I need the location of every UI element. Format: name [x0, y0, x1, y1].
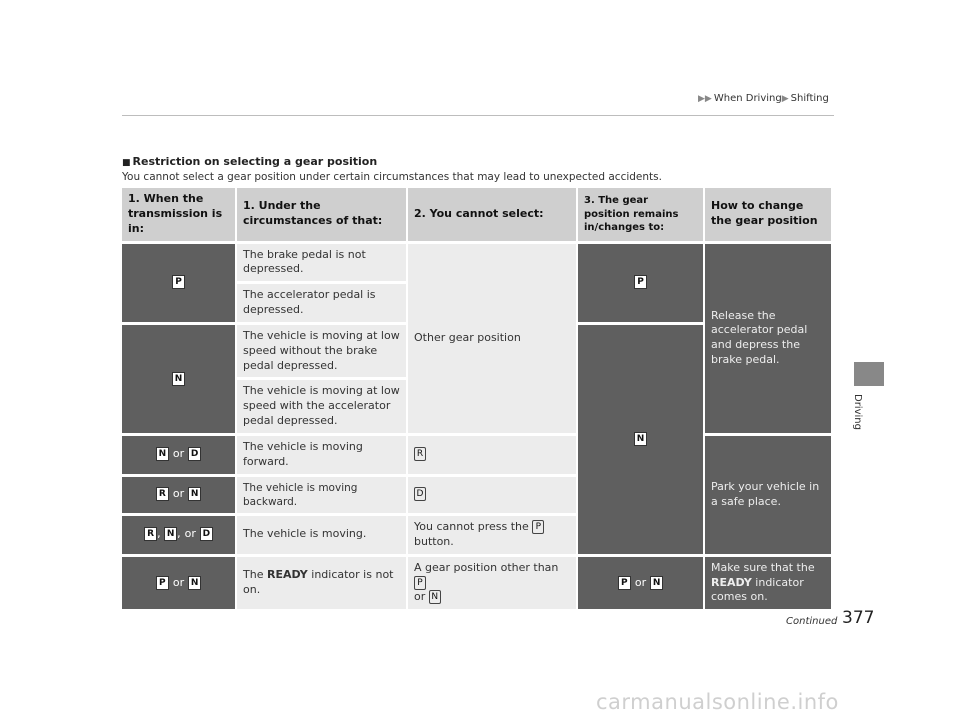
square-bullet-icon: ■: [122, 158, 131, 168]
cell-other-gear-position: Other gear position: [408, 241, 578, 433]
n-key-icon: N: [164, 527, 177, 541]
header-remains: 3. The gear position remains in/changes to:: [578, 188, 705, 241]
n-key-icon: N: [156, 447, 169, 461]
r-key-icon: R: [156, 487, 169, 501]
cell-remains-n: [578, 322, 705, 554]
r-key-icon: R: [144, 527, 157, 541]
watermark: carmanualsonline.info: [596, 690, 839, 714]
cell-moving-forward: The vehicle is moving forward.: [237, 433, 408, 474]
n-key-icon: N: [650, 576, 663, 590]
header-cannot-select: 2. You cannot select:: [408, 188, 578, 241]
n-key-icon: N: [429, 590, 441, 604]
page-number: 377: [842, 608, 875, 628]
cell-release-accelerator: Release the accelerator pedal and depress the brake pedal.: [705, 241, 833, 433]
cell-make-sure-ready: Make sure that the READY indicator comes on.: [705, 554, 833, 610]
header-divider: [122, 115, 834, 116]
cell-when-r-or-n: R or N: [122, 474, 237, 513]
cell-ready-not-on: The READY indicator is not on.: [237, 554, 408, 610]
n-key-icon: N: [634, 432, 647, 446]
d-key-icon: D: [414, 487, 426, 501]
cell-low-speed-no-brake: The vehicle is moving at low speed without the brake pedal depressed.: [237, 322, 408, 378]
cell-brake-not-depressed: The brake pedal is not depressed.: [237, 241, 408, 282]
side-tab-label: Driving: [852, 394, 863, 430]
header-when: 1. When the transmission is in:: [122, 188, 237, 241]
cell-moving-backward: The vehicle is moving backward.: [237, 474, 408, 513]
cell-when-n-or-d: N or D: [122, 433, 237, 474]
continued-label: Continued: [786, 616, 838, 627]
cell-cannot-press-p: You cannot press the P button.: [408, 513, 578, 554]
table-row: [122, 241, 833, 282]
n-key-icon: N: [188, 487, 201, 501]
p-key-icon: P: [618, 576, 631, 590]
table-row: [122, 554, 833, 610]
breadcrumb-item-when-driving[interactable]: When Driving: [713, 93, 782, 104]
gear-restriction-table: [122, 188, 833, 609]
d-key-icon: D: [188, 447, 201, 461]
p-key-icon: P: [532, 520, 544, 534]
cell-when-p-or-n: P or N: [122, 554, 237, 610]
breadcrumb-arrow-icon: ▶▶: [698, 94, 712, 104]
n-key-icon: N: [188, 576, 201, 590]
cell-when-n: [122, 322, 237, 433]
breadcrumb: [698, 93, 829, 104]
header-how-to-change: How to change the gear position: [705, 188, 833, 241]
cell-accelerator-depressed: The accelerator pedal is depressed.: [237, 281, 408, 322]
p-key-icon: P: [414, 576, 426, 590]
cell-cannot-d: [408, 474, 578, 513]
cell-remains-p-or-n: P or N: [578, 554, 705, 610]
cell-remains-p: [578, 241, 705, 322]
cell-when-r-n-d: R , N , or D: [122, 513, 237, 554]
breadcrumb-item-shifting[interactable]: Shifting: [790, 93, 829, 104]
breadcrumb-arrow-icon: ▶: [781, 94, 789, 104]
n-key-icon: N: [172, 372, 185, 386]
cell-when-p: [122, 241, 237, 322]
p-key-icon: P: [634, 275, 647, 289]
section-title: [122, 155, 377, 168]
r-key-icon: R: [414, 447, 426, 461]
cell-park-safe: Park your vehicle in a safe place.: [705, 433, 833, 554]
table-header-row: [122, 188, 833, 241]
section-title-text: Restriction on selecting a gear position: [132, 155, 378, 168]
cell-other-than-p-or-n: A gear position other than P or N: [408, 554, 578, 610]
cell-low-speed-accel: The vehicle is moving at low speed with the accelerator pedal depressed.: [237, 377, 408, 433]
cell-cannot-r: [408, 433, 578, 474]
section-intro: You cannot select a gear position under certain circumstances that may lead to unexpected accidents.: [122, 171, 662, 183]
cell-vehicle-moving: The vehicle is moving.: [237, 513, 408, 554]
p-key-icon: P: [156, 576, 169, 590]
header-circumstances: 1. Under the circumstances of that:: [237, 188, 408, 241]
p-key-icon: P: [172, 275, 185, 289]
side-tab-marker: [854, 362, 884, 386]
d-key-icon: D: [200, 527, 213, 541]
table-row: [122, 433, 833, 474]
